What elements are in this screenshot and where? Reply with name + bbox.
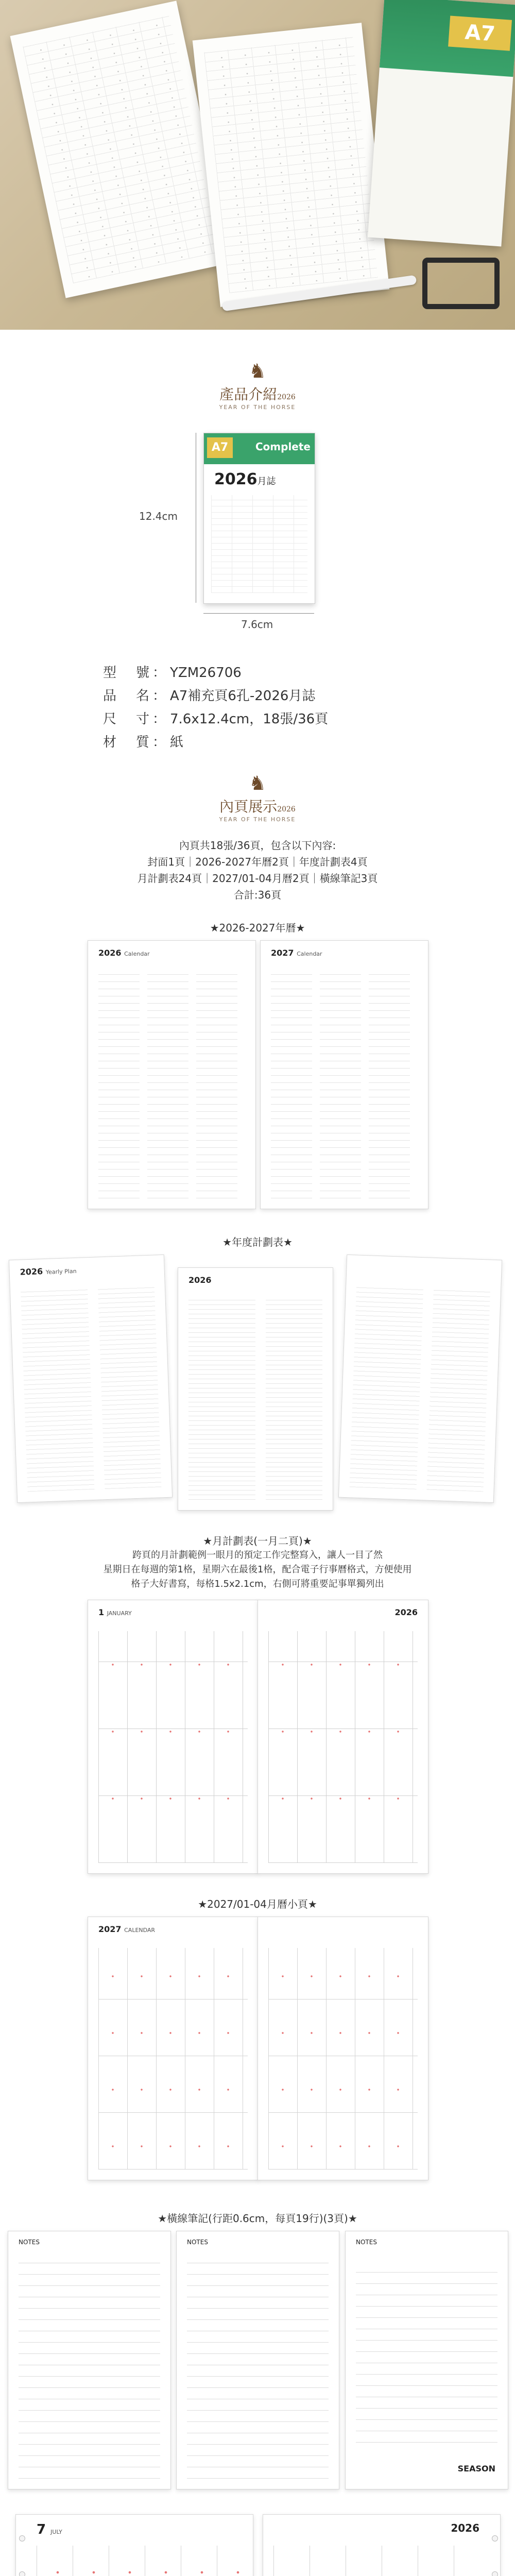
spec-size: 尺 寸：7.6x12.4cm，18張/36頁 — [103, 711, 329, 727]
cal2027-sheet-left: 2027 CALENDAR — [88, 1917, 259, 2180]
calendar-2026-sheet: 2026 Calendar — [88, 940, 256, 1209]
inner-intro-subtitle: YEAR OF THE HORSE — [219, 816, 296, 823]
calendar-2027-sheet: 2027 Calendar — [260, 940, 428, 1209]
yearplan-section-label: ★年度計劃表★ — [222, 1236, 293, 1248]
inner-intro-title: 內頁展示2026 — [219, 798, 296, 815]
notes-section-label: ★橫線筆記(行距0.6cm，每頁19行)(3頁)★ — [158, 2212, 357, 2225]
july-sheet-right: 2026 — [263, 2514, 501, 2576]
monthplan-section-label: ★月計劃表(一月二頁)★ — [203, 1535, 312, 1547]
width-dimension-line — [203, 613, 314, 614]
notes-sheet-1: NOTES — [8, 2231, 171, 2489]
notes-sheet-3: NOTES SEASON — [345, 2231, 508, 2489]
notes-sheet-2: NOTES — [176, 2231, 339, 2489]
hero-refill-sheet-middle — [193, 23, 390, 307]
cal2027-section-label: ★2027/01-04月曆小頁★ — [198, 1898, 317, 1910]
hero-binder-clip — [422, 258, 500, 309]
product-intro-subtitle: YEAR OF THE HORSE — [219, 404, 296, 411]
season-brand-mark: SEASON — [457, 2464, 495, 2473]
july-sheet-left: 7 JULY — [15, 2514, 253, 2576]
spec-name: 品 名：A7補充頁6孔-2026月誌 — [103, 688, 316, 704]
cover-year: 2026月誌 — [214, 470, 276, 488]
cal2027-sheet-right — [258, 1917, 428, 2180]
monthplan-sheet-right: 2026 — [258, 1600, 428, 1874]
monthplan-sheet-left: 1 JANUARY — [88, 1600, 259, 1874]
calendar-section-label: ★2026-2027年曆★ — [210, 922, 305, 934]
hero-photo — [0, 0, 515, 330]
spec-model: 型 號：YZM26706 — [103, 665, 242, 681]
cover-brand: Complete — [255, 440, 311, 453]
product-cover — [203, 433, 315, 604]
height-dimension: 12.4cm — [139, 510, 178, 522]
yearplan-sheet-3 — [338, 1255, 502, 1503]
horse-logo-icon: ♞ — [248, 360, 267, 382]
cover-tag: A7 — [207, 437, 233, 458]
width-dimension: 7.6cm — [241, 618, 273, 631]
yearplan-sheet-1: 2026 Yearly Plan — [9, 1255, 173, 1503]
monthplan-description: 跨頁的月計劃範例一眼月的預定工作完整寫入，讓人一目了然 星期日在每週的第1格，星期六在最後1格，配合電子行事曆格式，方便使用 格子大好書寫，每格1.5x2.1cm，右側可將重要記事單獨列出 — [103, 1550, 412, 1589]
horse-logo-icon: ♞ — [248, 772, 267, 794]
contents-list: 內頁共18張/36頁，包含以下內容: 封面1頁｜2026-2027年曆2頁｜年度計劃表4頁 月計劃表24頁｜2027/01-04月曆2頁｜橫線筆記3頁 合計:36頁 — [137, 839, 378, 901]
hero-cover-tag: A7 — [448, 15, 512, 50]
yearplan-sheet-2: 2026 — [178, 1267, 333, 1511]
spec-material: 材 質：紙 — [103, 735, 184, 750]
hero-cover-sheet — [368, 0, 515, 246]
product-intro-title: 產品介紹2026 — [219, 386, 296, 403]
